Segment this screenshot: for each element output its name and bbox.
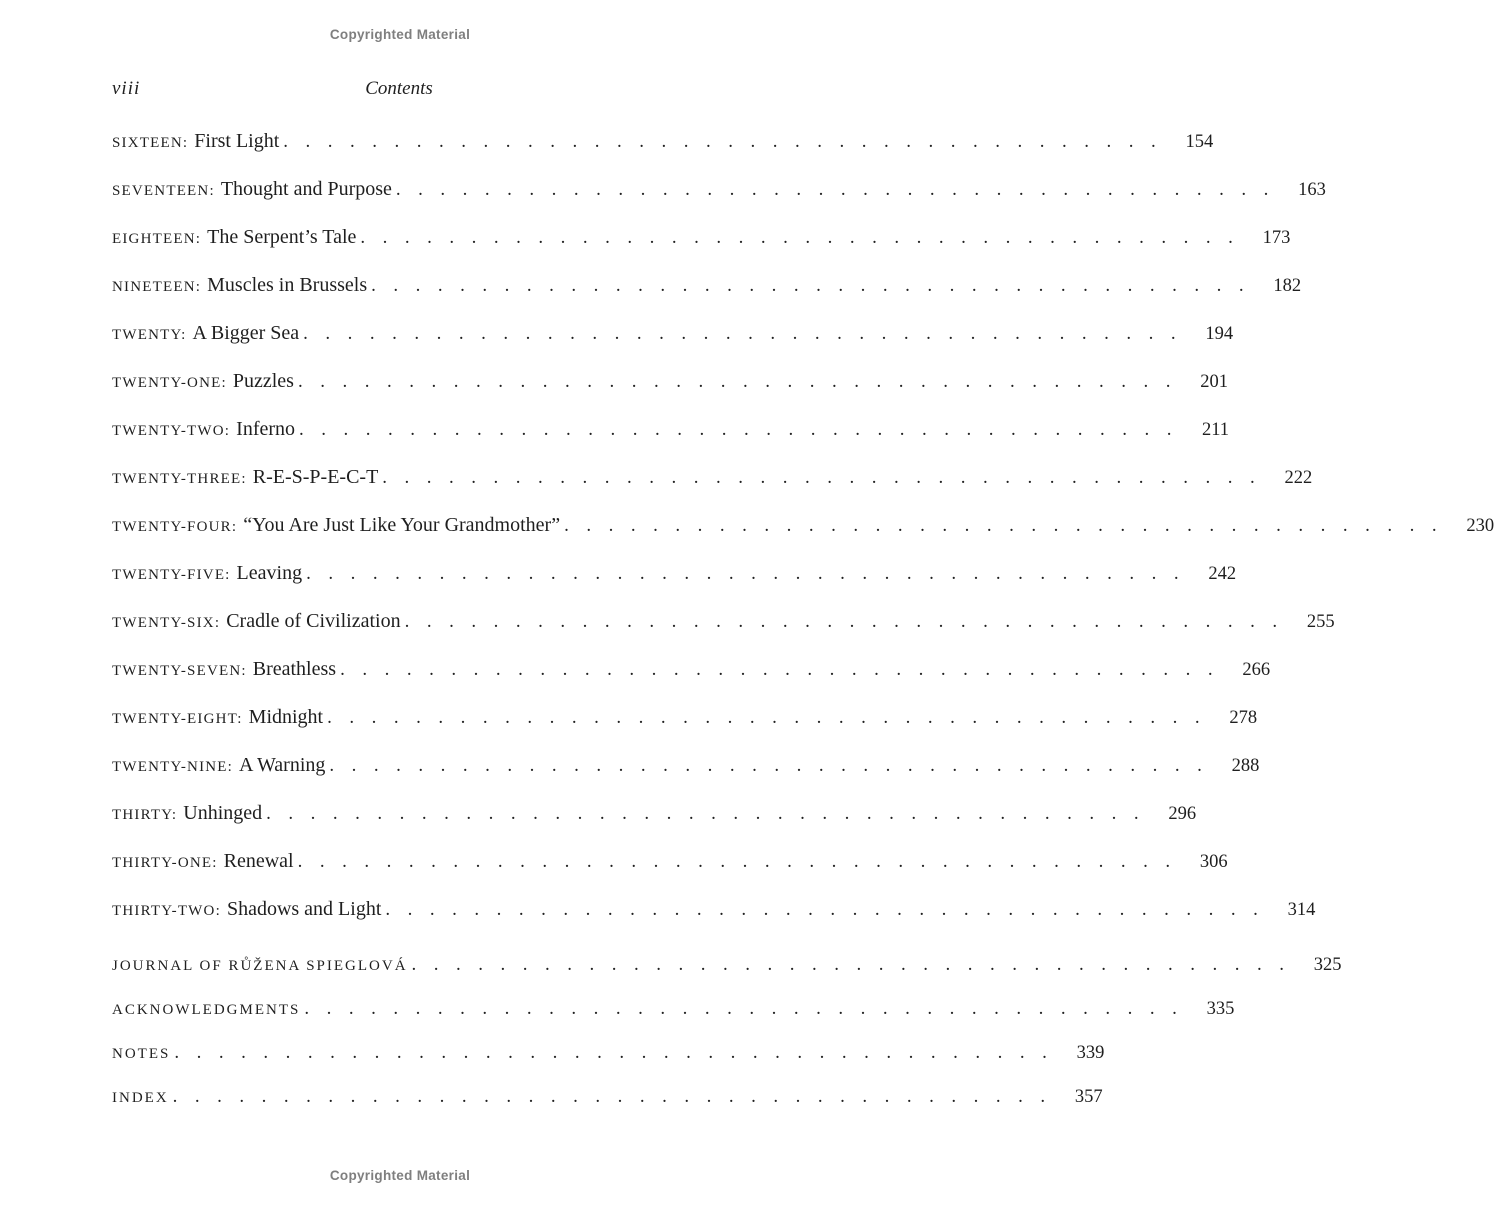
dot-leader: ........................................ (327, 707, 1218, 728)
chapter-label: THIRTY: (112, 807, 178, 823)
page-number: 339 (1076, 1043, 1105, 1063)
page-number: 201 (1200, 372, 1228, 392)
dot-leader: ........................................ (411, 954, 1302, 975)
toc-entry (112, 562, 1237, 586)
dot-leader: ........................................ (404, 611, 1295, 632)
chapter-label: TWENTY: (112, 327, 187, 343)
page-number: 163 (1298, 180, 1326, 200)
folio-page-number: viii (112, 78, 141, 99)
page-number: 222 (1284, 468, 1313, 488)
dot-leader: ........................................ (266, 803, 1157, 824)
toc-entry (112, 274, 1302, 298)
chapter-label: EIGHTEEN: (112, 231, 202, 247)
chapter-title: The Serpent’s Tale (207, 226, 357, 248)
copyright-notice-bottom: Copyrighted Material (329, 1168, 471, 1183)
toc-entry (112, 998, 1235, 1021)
toc-entry (112, 418, 1230, 442)
toc-entry (112, 954, 1342, 977)
toc-entry (112, 1042, 1105, 1065)
toc-entry (112, 754, 1260, 778)
toc-entry (112, 178, 1326, 202)
chapter-title: R-E-S-P-E-C-T (252, 466, 379, 488)
page-number: 325 (1313, 955, 1342, 975)
page-number: 255 (1306, 612, 1335, 632)
chapter-label: NINETEEN: (112, 279, 202, 295)
chapter-label: TWENTY-SEVEN: (112, 663, 247, 679)
chapter-label: THIRTY-TWO: (112, 903, 221, 919)
dot-leader: ........................................ (564, 515, 1455, 536)
chapter-title: First Light (194, 130, 280, 152)
toc-entry (112, 466, 1313, 490)
chapter-label: INDEX (112, 1090, 169, 1106)
toc-entry (112, 850, 1228, 874)
toc-entry (112, 898, 1316, 922)
chapter-title: A Bigger Sea (192, 322, 300, 344)
toc-entry (112, 514, 1494, 538)
dot-leader: ........................................ (382, 467, 1273, 488)
dot-leader: ........................................ (304, 998, 1195, 1019)
page-number: 278 (1229, 708, 1258, 728)
toc-entry (112, 130, 1214, 154)
dot-leader: ........................................ (299, 419, 1190, 440)
page-number: 306 (1199, 852, 1228, 872)
chapter-title: Midnight (248, 706, 324, 728)
chapter-label: TWENTY-THREE: (112, 471, 247, 487)
page-number: 173 (1262, 228, 1291, 248)
page-number: 154 (1185, 132, 1214, 152)
chapter-title: Puzzles (232, 370, 294, 392)
page-number: 230 (1466, 516, 1494, 536)
toc-entry (112, 706, 1258, 730)
chapter-title: Leaving (236, 562, 303, 584)
chapter-label: TWENTY-EIGHT: (112, 711, 243, 727)
toc-entry (112, 610, 1335, 634)
page-number: 314 (1287, 900, 1316, 920)
dot-leader: ........................................ (360, 227, 1251, 248)
chapter-label: TWENTY-FOUR: (112, 519, 238, 535)
chapter-label: SIXTEEN: (112, 135, 189, 151)
page-number: 357 (1074, 1087, 1103, 1107)
toc-entry (112, 1086, 1103, 1109)
chapter-label: TWENTY-FIVE: (112, 567, 231, 583)
dot-leader: ........................................ (385, 899, 1276, 920)
chapter-label: JOURNAL OF RŮŽENA SPIEGLOVÁ (112, 958, 408, 974)
chapter-title: “You Are Just Like Your Grandmother” (243, 514, 561, 536)
chapter-title: Shadows and Light (226, 898, 382, 920)
page-header (112, 78, 686, 102)
dot-leader: ........................................ (297, 371, 1188, 392)
dot-leader: ........................................ (395, 179, 1286, 200)
page-number: 182 (1273, 276, 1302, 296)
chapter-title: Breathless (252, 658, 337, 680)
chapter-title: A Warning (239, 754, 326, 776)
dot-leader: ........................................ (340, 659, 1231, 680)
page-number: 296 (1168, 804, 1197, 824)
chapter-title: Inferno (236, 418, 296, 440)
dot-leader: ........................................ (172, 1086, 1063, 1107)
toc-entry (112, 370, 1228, 394)
chapter-label: SEVENTEEN: (112, 183, 215, 199)
chapter-label: TWENTY-TWO: (112, 423, 231, 439)
page-number: 288 (1231, 756, 1260, 776)
running-head-title: Contents (365, 78, 433, 99)
chapter-title: Muscles in Brussels (207, 274, 368, 296)
toc-chapter-list (112, 130, 1494, 922)
chapter-label: TWENTY-SIX: (112, 615, 221, 631)
chapter-label: ACKNOWLEDGMENTS (112, 1002, 301, 1018)
chapter-label: THIRTY-ONE: (112, 855, 218, 871)
toc-entry (112, 322, 1234, 346)
toc-entry (112, 226, 1291, 250)
dot-leader: ........................................ (283, 131, 1174, 152)
dot-leader: ........................................ (306, 563, 1197, 584)
dot-leader: ........................................ (303, 323, 1194, 344)
chapter-title: Cradle of Civilization (226, 610, 401, 632)
toc-back-matter-list (112, 954, 1342, 1109)
dot-leader: ........................................ (174, 1042, 1065, 1063)
chapter-label: NOTES (112, 1046, 171, 1062)
chapter-label: TWENTY-NINE: (112, 759, 234, 775)
chapter-label: TWENTY-ONE: (112, 375, 227, 391)
chapter-title: Thought and Purpose (220, 178, 392, 200)
chapter-title: Renewal (223, 850, 294, 872)
page-number: 194 (1205, 324, 1234, 344)
copyright-notice-top: Copyrighted Material (329, 27, 471, 42)
page-number: 335 (1206, 999, 1235, 1019)
dot-leader: ........................................ (297, 851, 1188, 872)
page-number: 242 (1208, 564, 1237, 584)
toc-entry (112, 658, 1271, 682)
dot-leader: ........................................ (371, 275, 1262, 296)
page-number: 266 (1242, 660, 1271, 680)
chapter-title: Unhinged (183, 802, 263, 824)
toc-entry (112, 802, 1197, 826)
dot-leader: ........................................ (329, 755, 1220, 776)
page-number: 211 (1201, 420, 1230, 440)
